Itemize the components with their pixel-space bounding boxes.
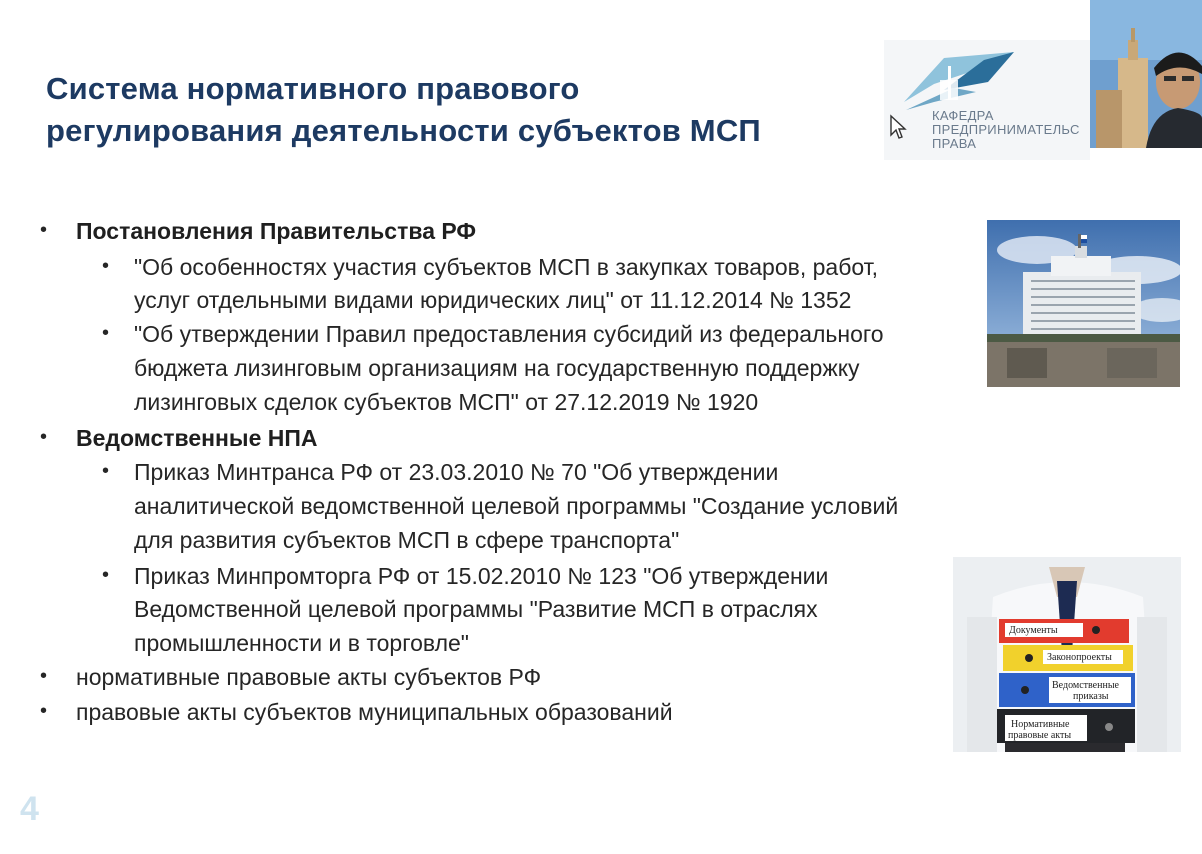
list-item-text: Ведомственной целевой программы "Развитие МСП в отраслях: [134, 596, 818, 622]
bullet-marker: •: [102, 460, 110, 482]
list-item-text: аналитической ведомственной целевой программы "Создание условий: [134, 493, 899, 519]
webcam-video-feed[interactable]: [1090, 0, 1202, 148]
slide-title-line2: регулирования деятельности субъектов МСП: [46, 113, 761, 148]
list-item-text: Приказ Минпромторга РФ от 15.02.2010 № 123 "Об утверждении: [134, 563, 829, 589]
section-heading-departmental-acts: Ведомственные НПА: [76, 425, 318, 451]
list-item-municipal-acts: правовые акты субъектов муниципальных образований: [76, 699, 673, 725]
slide-title: [46, 68, 886, 152]
folder-label-orders-line1: Ведомственные: [1052, 680, 1119, 691]
folders-stack-photo: [953, 557, 1181, 752]
list-item-text: лизинговых сделок субъектов МСП" от 27.12.2019 № 1920: [134, 389, 759, 415]
folder-label-orders-line2: приказы: [1073, 691, 1109, 702]
list-item-text: "Об утверждении Правил предоставления субсидий из федерального: [134, 321, 884, 347]
list-item-text: Приказ Минтранса РФ от 23.03.2010 № 70 "Об утверждении: [134, 459, 779, 485]
bullet-marker: •: [102, 322, 110, 344]
bullet-marker: •: [40, 665, 48, 687]
folder-label-bills: Законопроекты: [1047, 652, 1112, 663]
logo-line2: ПРЕДПРИНИМАТЕЛЬС: [932, 122, 1080, 137]
list-item-text: промышленности и в торговле": [134, 630, 469, 656]
bullet-marker: •: [102, 255, 110, 277]
page-number: 4: [20, 790, 39, 828]
folder-label-acts-line1: Нормативные: [1011, 719, 1070, 730]
list-item-regional-acts: нормативные правовые акты субъектов РФ: [76, 664, 542, 690]
list-item-text: для развития субъектов МСП в сфере транспорта": [134, 527, 680, 553]
government-building-photo: [987, 220, 1180, 387]
bullet-marker: •: [40, 426, 48, 448]
folder-label-documents: Документы: [1009, 625, 1058, 636]
slide-title-line1: Система нормативного правового: [46, 71, 580, 106]
bullet-marker: •: [40, 219, 48, 241]
webcam-image: [1090, 0, 1202, 148]
section-heading-government-decrees: Постановления Правительства РФ: [76, 218, 477, 244]
bullet-marker: •: [40, 700, 48, 722]
logo-text: [932, 109, 1080, 151]
mouse-cursor-icon: [889, 114, 907, 140]
list-item-text: бюджета лизинговым организациям на государственную поддержку: [134, 355, 860, 381]
bullet-marker: •: [102, 564, 110, 586]
list-item-text: "Об особенностях участия субъектов МСП в закупках товаров, работ,: [134, 254, 879, 280]
logo-line3: ПРАВА: [932, 136, 977, 151]
logo-line1: КАФЕДРА: [932, 108, 994, 123]
folder-label-acts-line2: правовые акты: [1008, 730, 1072, 741]
list-item-text: услуг отдельными видами юридических лиц" от 11.12.2014 № 1352: [134, 287, 852, 313]
